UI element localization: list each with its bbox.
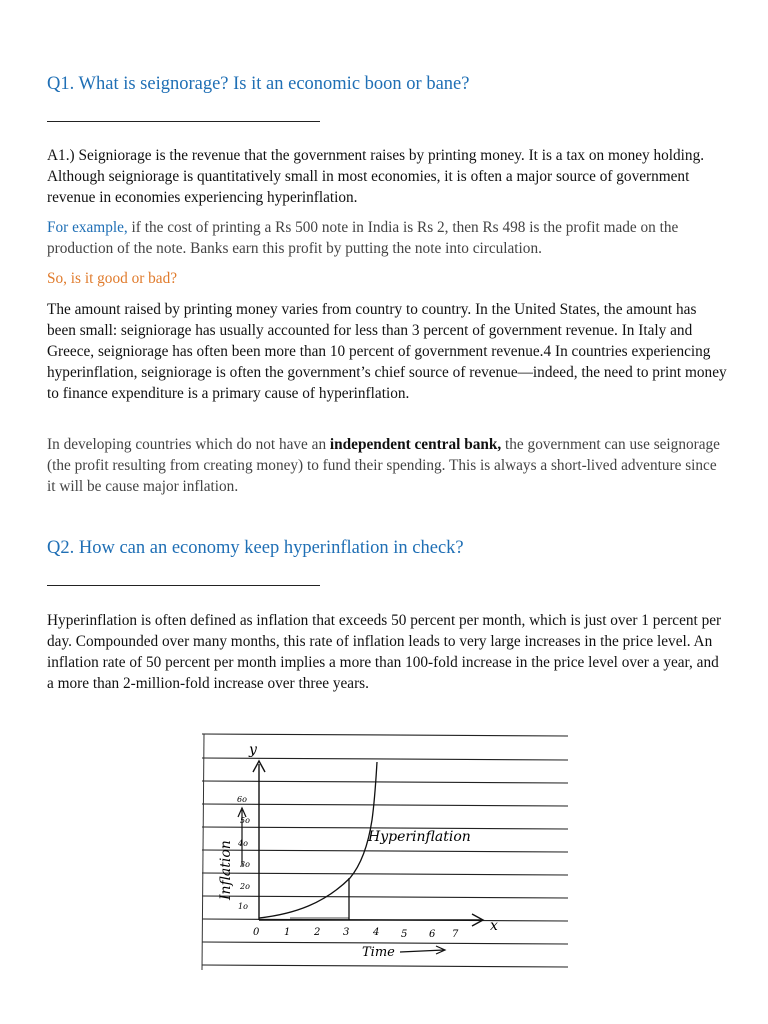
p4-post: the government can use seignorage (the profit resulting from creating money) to fund their spending. This is always a short-lived adventure since it will be cause major inflation. bbox=[47, 436, 720, 495]
x-axis-label: Time bbox=[362, 945, 395, 960]
independent-central-bank-bold: independent central bank, bbox=[329, 436, 502, 453]
hyperinflation-curve bbox=[259, 762, 377, 918]
svg-text:2: 2 bbox=[314, 927, 321, 938]
svg-text:1o: 1o bbox=[238, 902, 248, 911]
svg-text:5: 5 bbox=[401, 929, 408, 940]
seigniorage-amount-paragraph: The amount raised by printing money varies from country to country. In the United States, the amount has been small: seigniorage has usually accounted for less than 3 percent of government revenue. In Italy and Greece, seigniorage has often been more than 10 percent of government revenue.4 In countries experiencing hyperinflation, seigniorage is often the government’s chief source of revenue—indeed, the need to print money to finance expenditure is a primary cause of hyperinflation. bbox=[47, 301, 727, 402]
x-axis-letter: x bbox=[490, 918, 498, 934]
q2-underline bbox=[47, 585, 320, 586]
q1-answer-paragraph: A1.) Seigniorage is the revenue that the government raises by printing money. It is a tax on money holding. Although seigniorage is quantitatively small in most economies, it is often a major source of government revenue in economies experiencing hyperinflation. bbox=[47, 147, 705, 206]
y-axis-label: Inflation bbox=[218, 840, 234, 900]
svg-text:6o: 6o bbox=[237, 795, 247, 804]
curve-label: Hyperinflation bbox=[368, 829, 471, 845]
svg-text:3o: 3o bbox=[240, 860, 250, 869]
time-arrow bbox=[400, 946, 445, 954]
y-axis-letter: y bbox=[249, 742, 257, 758]
svg-text:0: 0 bbox=[253, 927, 260, 938]
svg-text:4: 4 bbox=[373, 927, 380, 938]
q1-heading: Q1. What is seignorage? Is it an economic boon or bane? bbox=[47, 74, 470, 94]
hyperinflation-sketch bbox=[200, 728, 570, 974]
good-or-bad-subheading: So, is it good or bad? bbox=[47, 270, 178, 287]
svg-text:5o: 5o bbox=[240, 816, 250, 825]
svg-text:7: 7 bbox=[452, 929, 459, 940]
developing-countries-paragraph bbox=[47, 434, 727, 497]
example-paragraph bbox=[47, 217, 727, 259]
example-text: if the cost of printing a Rs 500 note in India is Rs 2, then Rs 498 is the profit made on the production of the note. Banks earn this profit by putting the note into circulation. bbox=[47, 219, 679, 257]
example-lead: For example, bbox=[47, 219, 128, 236]
p4-pre: In developing countries which do not have an bbox=[47, 436, 330, 453]
svg-text:6: 6 bbox=[429, 929, 436, 940]
svg-text:2o: 2o bbox=[240, 882, 250, 891]
svg-text:4o: 4o bbox=[238, 839, 248, 848]
svg-text:3: 3 bbox=[343, 927, 350, 938]
x-tick-labels bbox=[253, 927, 459, 940]
hyperinflation-definition-paragraph: Hyperinflation is often defined as inflation that exceeds 50 percent per month, which is just over 1 percent per day. Compounded over many months, this rate of inflation leads to very large increases in the price level. An inflation rate of 50 percent per month implies a more than 100-fold increase in the price level over a year, and a more than 2-million-fold increase over three years. bbox=[47, 612, 722, 692]
q1-underline bbox=[47, 121, 320, 122]
notebook-margin bbox=[202, 734, 204, 970]
q2-heading: Q2. How can an economy keep hyperinflation in check? bbox=[47, 538, 464, 558]
svg-text:1: 1 bbox=[284, 927, 291, 938]
